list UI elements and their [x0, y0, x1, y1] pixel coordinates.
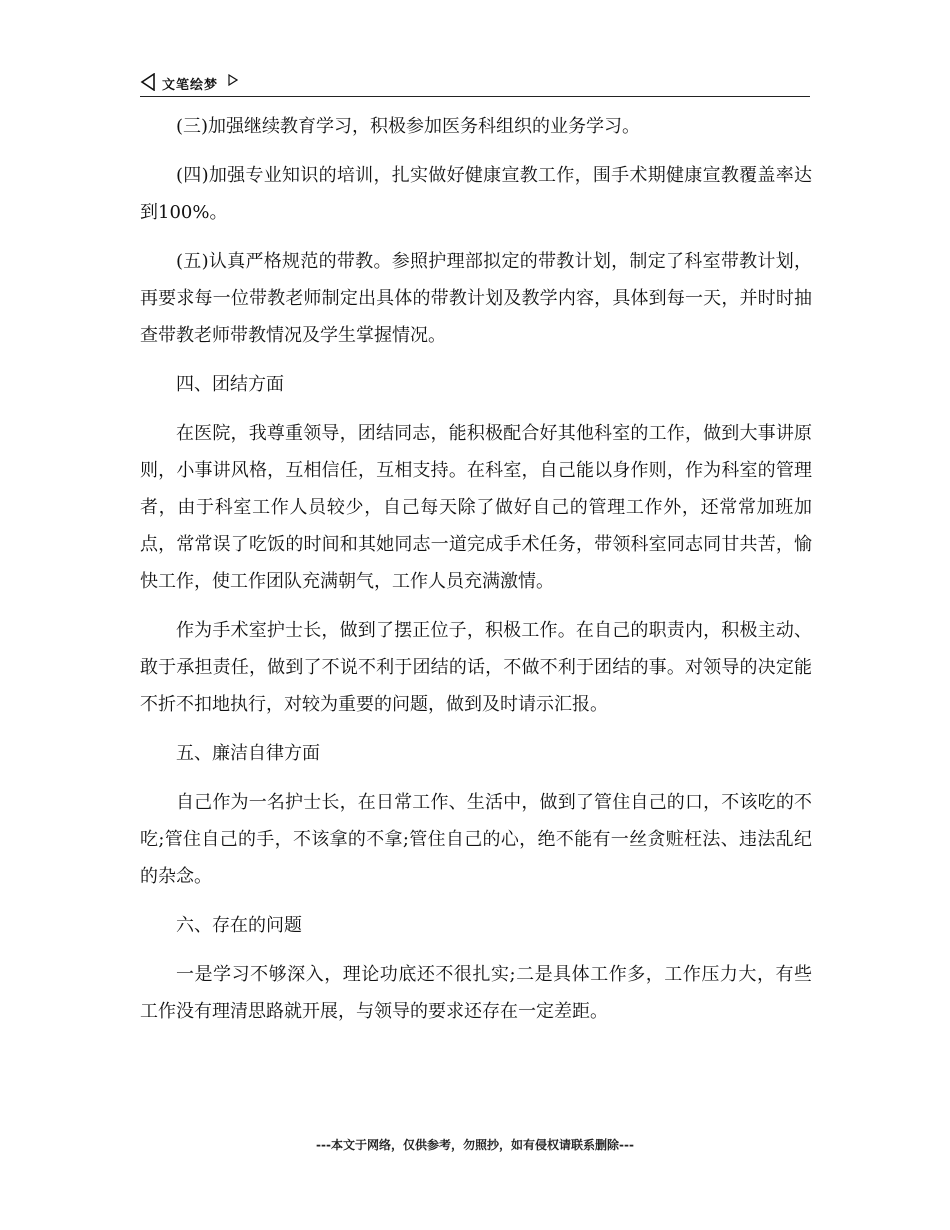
- paragraph: 在医院，我尊重领导，团结同志，能积极配合好其他科室的工作，做到大事讲原则，小事讲风格，互相信任，互相支持。在科室，自己能以身作则，作为科室的管理者，由于科室工作人员较少，自己每天除了做好自己的管理工作外，还常常加班加点，常常误了吃饭的时间和其她同志一道完成手术任务，带领科室同志同甘共苦，愉快工作，使工作团队充满朝气，工作人员充满激情。: [140, 423, 812, 592]
- section-heading: 五、廉洁自律方面: [176, 743, 320, 764]
- section-heading: 四、团结方面: [176, 374, 284, 395]
- document-body: [140, 108, 812, 1042]
- triangle-left-outline-icon: [140, 73, 156, 91]
- section-heading: 六、存在的问题: [176, 915, 302, 936]
- paragraph: (四)加强专业知识的培训，扎实做好健康宣教工作，围手术期健康宣教覆盖率达到100%。: [140, 165, 812, 223]
- header-brand: 文笔绘梦: [162, 78, 219, 93]
- triangle-right-outline-icon: [228, 74, 238, 86]
- paragraph: (五)认真严格规范的带教。参照护理部拟定的带教计划，制定了科室带教计划，再要求每一位带教老师制定出具体的带教计划及教学内容，具体到每一天，并时时抽查带教老师带教情况及学生掌握情况。: [140, 251, 812, 346]
- page-header: [140, 70, 810, 97]
- paragraph: 作为手术室护士长，做到了摆正位子，积极工作。在自己的职责内，积极主动、敢于承担责任，做到了不说不利于团结的话，不做不利于团结的事。对领导的决定能不折不扣地执行，对较为重要的问题，做到及时请示汇报。: [140, 620, 812, 715]
- paragraph: 一是学习不够深入，理论功底还不很扎实;二是具体工作多，工作压力大，有些工作没有理清思路就开展，与领导的要求还存在一定差距。: [140, 964, 812, 1022]
- paragraph: (三)加强继续教育学习，积极参加医务科组织的业务学习。: [176, 116, 641, 137]
- page-footer: ---本文于网络，仅供参考，勿照抄，如有侵权请联系删除---: [316, 1138, 634, 1152]
- paragraph: 自己作为一名护士长，在日常工作、生活中，做到了管住自己的口，不该吃的不吃;管住自己的手，不该拿的不拿;管住自己的心，绝不能有一丝贪赃枉法、违法乱纪的杂念。: [140, 792, 812, 887]
